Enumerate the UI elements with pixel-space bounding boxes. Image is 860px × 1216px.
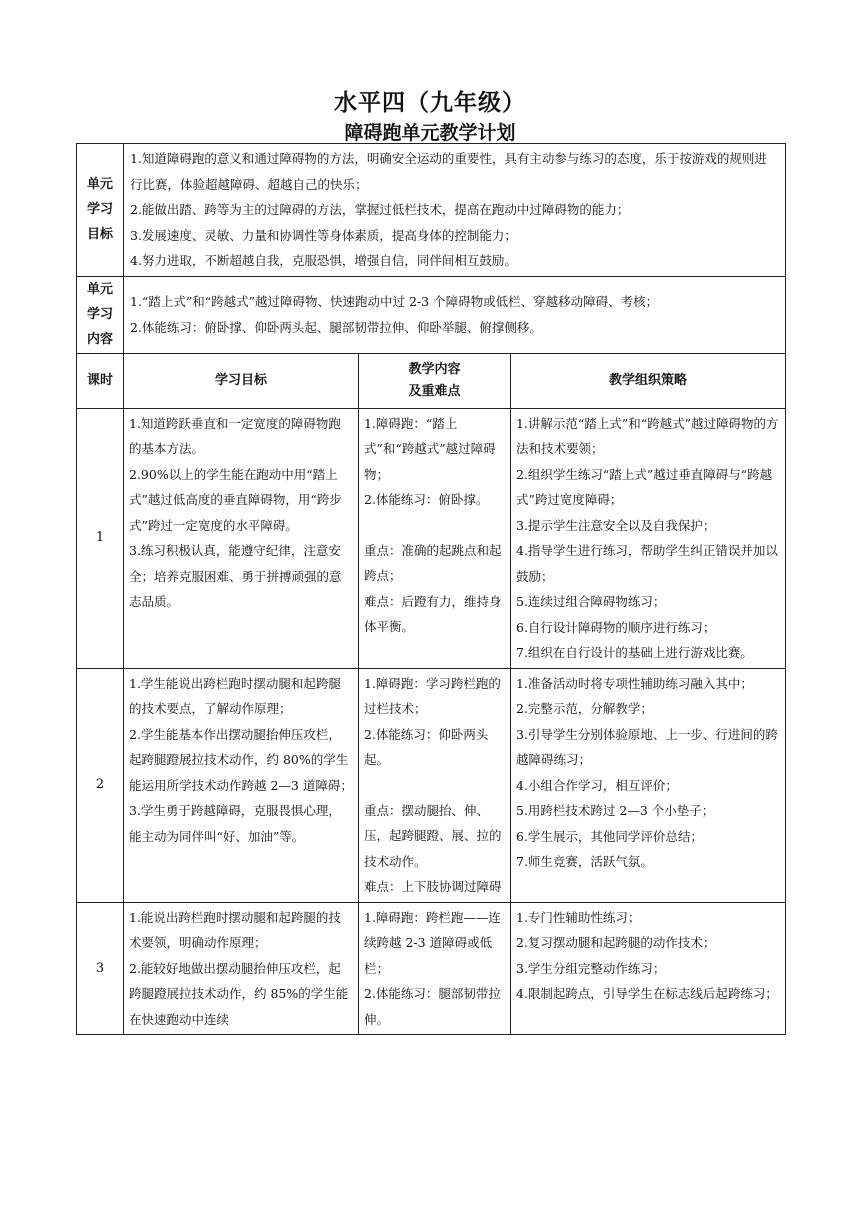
table-row: [77, 668, 786, 902]
header-goal: 学习目标: [124, 353, 359, 408]
lesson-content: [359, 408, 511, 668]
header-content-line1: 教学内容: [408, 361, 461, 377]
table-row: [77, 902, 786, 1035]
content-gap: [364, 773, 505, 798]
goal-item: 3.学生勇于跨越障碍，克服畏惧心理，能主动为同伴叫“好、加油”等。: [129, 803, 341, 844]
header-content: [359, 353, 511, 408]
content-item: 2.体能练习：俯卧撑。: [364, 492, 489, 507]
strategy-item: 5.用跨栏技术跨过 2—3 个小垫子；: [516, 803, 715, 818]
strategy-item: 7.师生竞赛，活跃气氛。: [516, 854, 653, 869]
lesson-number: 3: [77, 902, 124, 1035]
header-lesson: 课时: [77, 353, 124, 408]
unit-content-item: 2.体能练习：俯卧撑、仰卧两头起、腿部韧带拉伸、仰卧举腿、俯撑侧移。: [130, 319, 542, 335]
content-item: 2.体能练习：腿部韧带拉伸。: [364, 986, 501, 1027]
strategy-item: 3.学生分组完整动作练习；: [516, 960, 666, 976]
unit-goals-cell: [124, 144, 786, 277]
lesson-content: [359, 668, 511, 902]
unit-goals-row: [77, 144, 786, 277]
unit-content-label: 单元学习内容: [77, 276, 124, 353]
key-point: 重点：准确的起跳点和起跨点；: [364, 542, 502, 583]
content-item: 1.障碍跑：学习跨栏跑的过栏技术；: [364, 675, 501, 716]
table-row: [77, 408, 786, 668]
lesson-number: 2: [77, 668, 124, 902]
plan-table: [76, 143, 786, 1035]
page-subtitle: 障碍跑单元教学计划: [344, 122, 516, 144]
strategy-item: 4.指导学生进行练习，帮助学生纠正错误并加以鼓励；: [516, 543, 778, 584]
lesson-goals: [124, 408, 359, 668]
unit-goal-item: 4.努力进取，不断超越自我，克服恐惧，增强自信，同伴间相互鼓励。: [130, 253, 517, 268]
strategy-item: 1.讲解示范“踏上式”和“跨越式”越过障碍物的方法和技术要领；: [516, 415, 779, 456]
header-strategy: 教学组织策略: [511, 353, 786, 408]
content-item: 2.体能练习：仰卧两头起。: [364, 726, 489, 767]
strategy-item: 3.提示学生注意安全以及自我保护；: [516, 517, 716, 533]
goal-item: 2.学生能基本作出摆动腿抬伸压攻栏，起跨腿蹬展拉技术动作，约 80%的学生能运用所学技术动作跨越 2—3 道障碍；: [129, 726, 353, 793]
strategy-item: 2.完整示范，分解教学；: [516, 701, 653, 716]
header-row: [77, 353, 786, 408]
lesson-goals: [124, 668, 359, 902]
lesson-strategy: [511, 408, 786, 668]
unit-goal-item: 2.能做出踏、跨等为主的过障碍的方法，掌握过低栏技术，提高在跑动中过障碍物的能力；: [130, 202, 630, 217]
strategy-item: 6.学生展示，其他同学评价总结；: [516, 828, 703, 844]
goal-item: 1.学生能说出跨栏跑时摆动腿和起跨腿的技术要点，了解动作原理；: [129, 675, 341, 716]
lesson-content: [359, 902, 511, 1035]
lesson-number: 1: [77, 408, 124, 668]
content-item: 1.障碍跑：“踏上式”和“跨越式”越过障碍物；: [364, 415, 496, 482]
strategy-item: 3.引导学生分别体验原地、上一步、行进间的跨越障碍练习；: [516, 726, 778, 767]
unit-goal-item: 3.发展速度、灵敏、力量和协调性等身体素质，提高身体的控制能力；: [130, 227, 517, 243]
content-item: 1.障碍跑：跨栏跑——连续跨越 2-3 道障碍或低栏；: [364, 909, 501, 976]
lesson-strategy: [511, 902, 786, 1035]
strategy-item: 4.小组合作学习，相互评价；: [516, 777, 678, 793]
strategy-item: 6.自行设计障碍物的顺序进行练习；: [516, 619, 716, 635]
header-content-line2: 及重难点: [408, 383, 461, 399]
difficult-point: 难点：后蹬有力，维持身体平衡。: [364, 593, 502, 634]
key-point: 重点：摆动腿抬、伸、压，起跨腿蹬、展、拉的技术动作。: [364, 802, 502, 869]
strategy-item: 2.复习摆动腿和起跨腿的动作技术；: [516, 935, 716, 950]
strategy-item: 1.准备活动时将专项性辅助练习融入其中；: [516, 675, 753, 691]
strategy-item: 4.限制起跨点，引导学生在标志线后起跨练习；: [516, 986, 778, 1001]
lesson-strategy: [511, 668, 786, 902]
strategy-item: 1.专门性辅助性练习；: [516, 909, 641, 925]
difficult-point: 难点：上下肢协调过障碍: [364, 879, 502, 894]
strategy-item: 5.连续过组合障碍物练习；: [516, 594, 666, 609]
content-gap: [364, 513, 505, 538]
goal-item: 2.能较好地做出摆动腿抬伸压攻栏，起跨腿蹬展拉技术动作，约 85%的学生能在快速跑动中连续: [129, 960, 349, 1027]
page-title: 水平四（九年级）: [334, 90, 526, 116]
unit-goal-item: 1.知道障碍跑的意义和通过障碍物的方法，明确安全运动的重要性，具有主动参与练习的态度，乐于按游戏的规则进行比赛，体验超越障碍、超越自己的快乐；: [130, 151, 767, 192]
goal-item: 1.知道跨跃垂直和一定宽度的障碍物跑的基本方法。: [129, 415, 341, 456]
goal-item: 3.练习积极认真，能遵守纪律，注意安全；培养克服困难、勇于拼搏顽强的意志品质。: [129, 543, 342, 609]
unit-content-row: [77, 276, 786, 353]
lesson-goals: [124, 902, 359, 1035]
strategy-item: 2.组织学生练习“踏上式”越过垂直障碍与“跨越式”跨过宽度障碍；: [516, 466, 773, 507]
strategy-item: 7.组织在自行设计的基础上进行游戏比赛。: [516, 645, 753, 660]
unit-content-cell: [124, 276, 786, 353]
goal-item: 2.90%以上的学生能在跑动中用“踏上式”越过低高度的垂直障碍物，用“跨步式”跨过一定宽度的水平障碍。: [129, 466, 342, 533]
unit-content-item: 1.“踏上式”和“跨越式”越过障碍物、快速跑动中过 2-3 个障碍物或低栏、穿越移动障碍、考核；: [130, 294, 659, 309]
goal-item: 1.能说出跨栏跑时摆动腿和起跨腿的技术要领，明确动作原理；: [129, 909, 341, 950]
unit-goals-label: 单元学习目标: [77, 144, 124, 277]
